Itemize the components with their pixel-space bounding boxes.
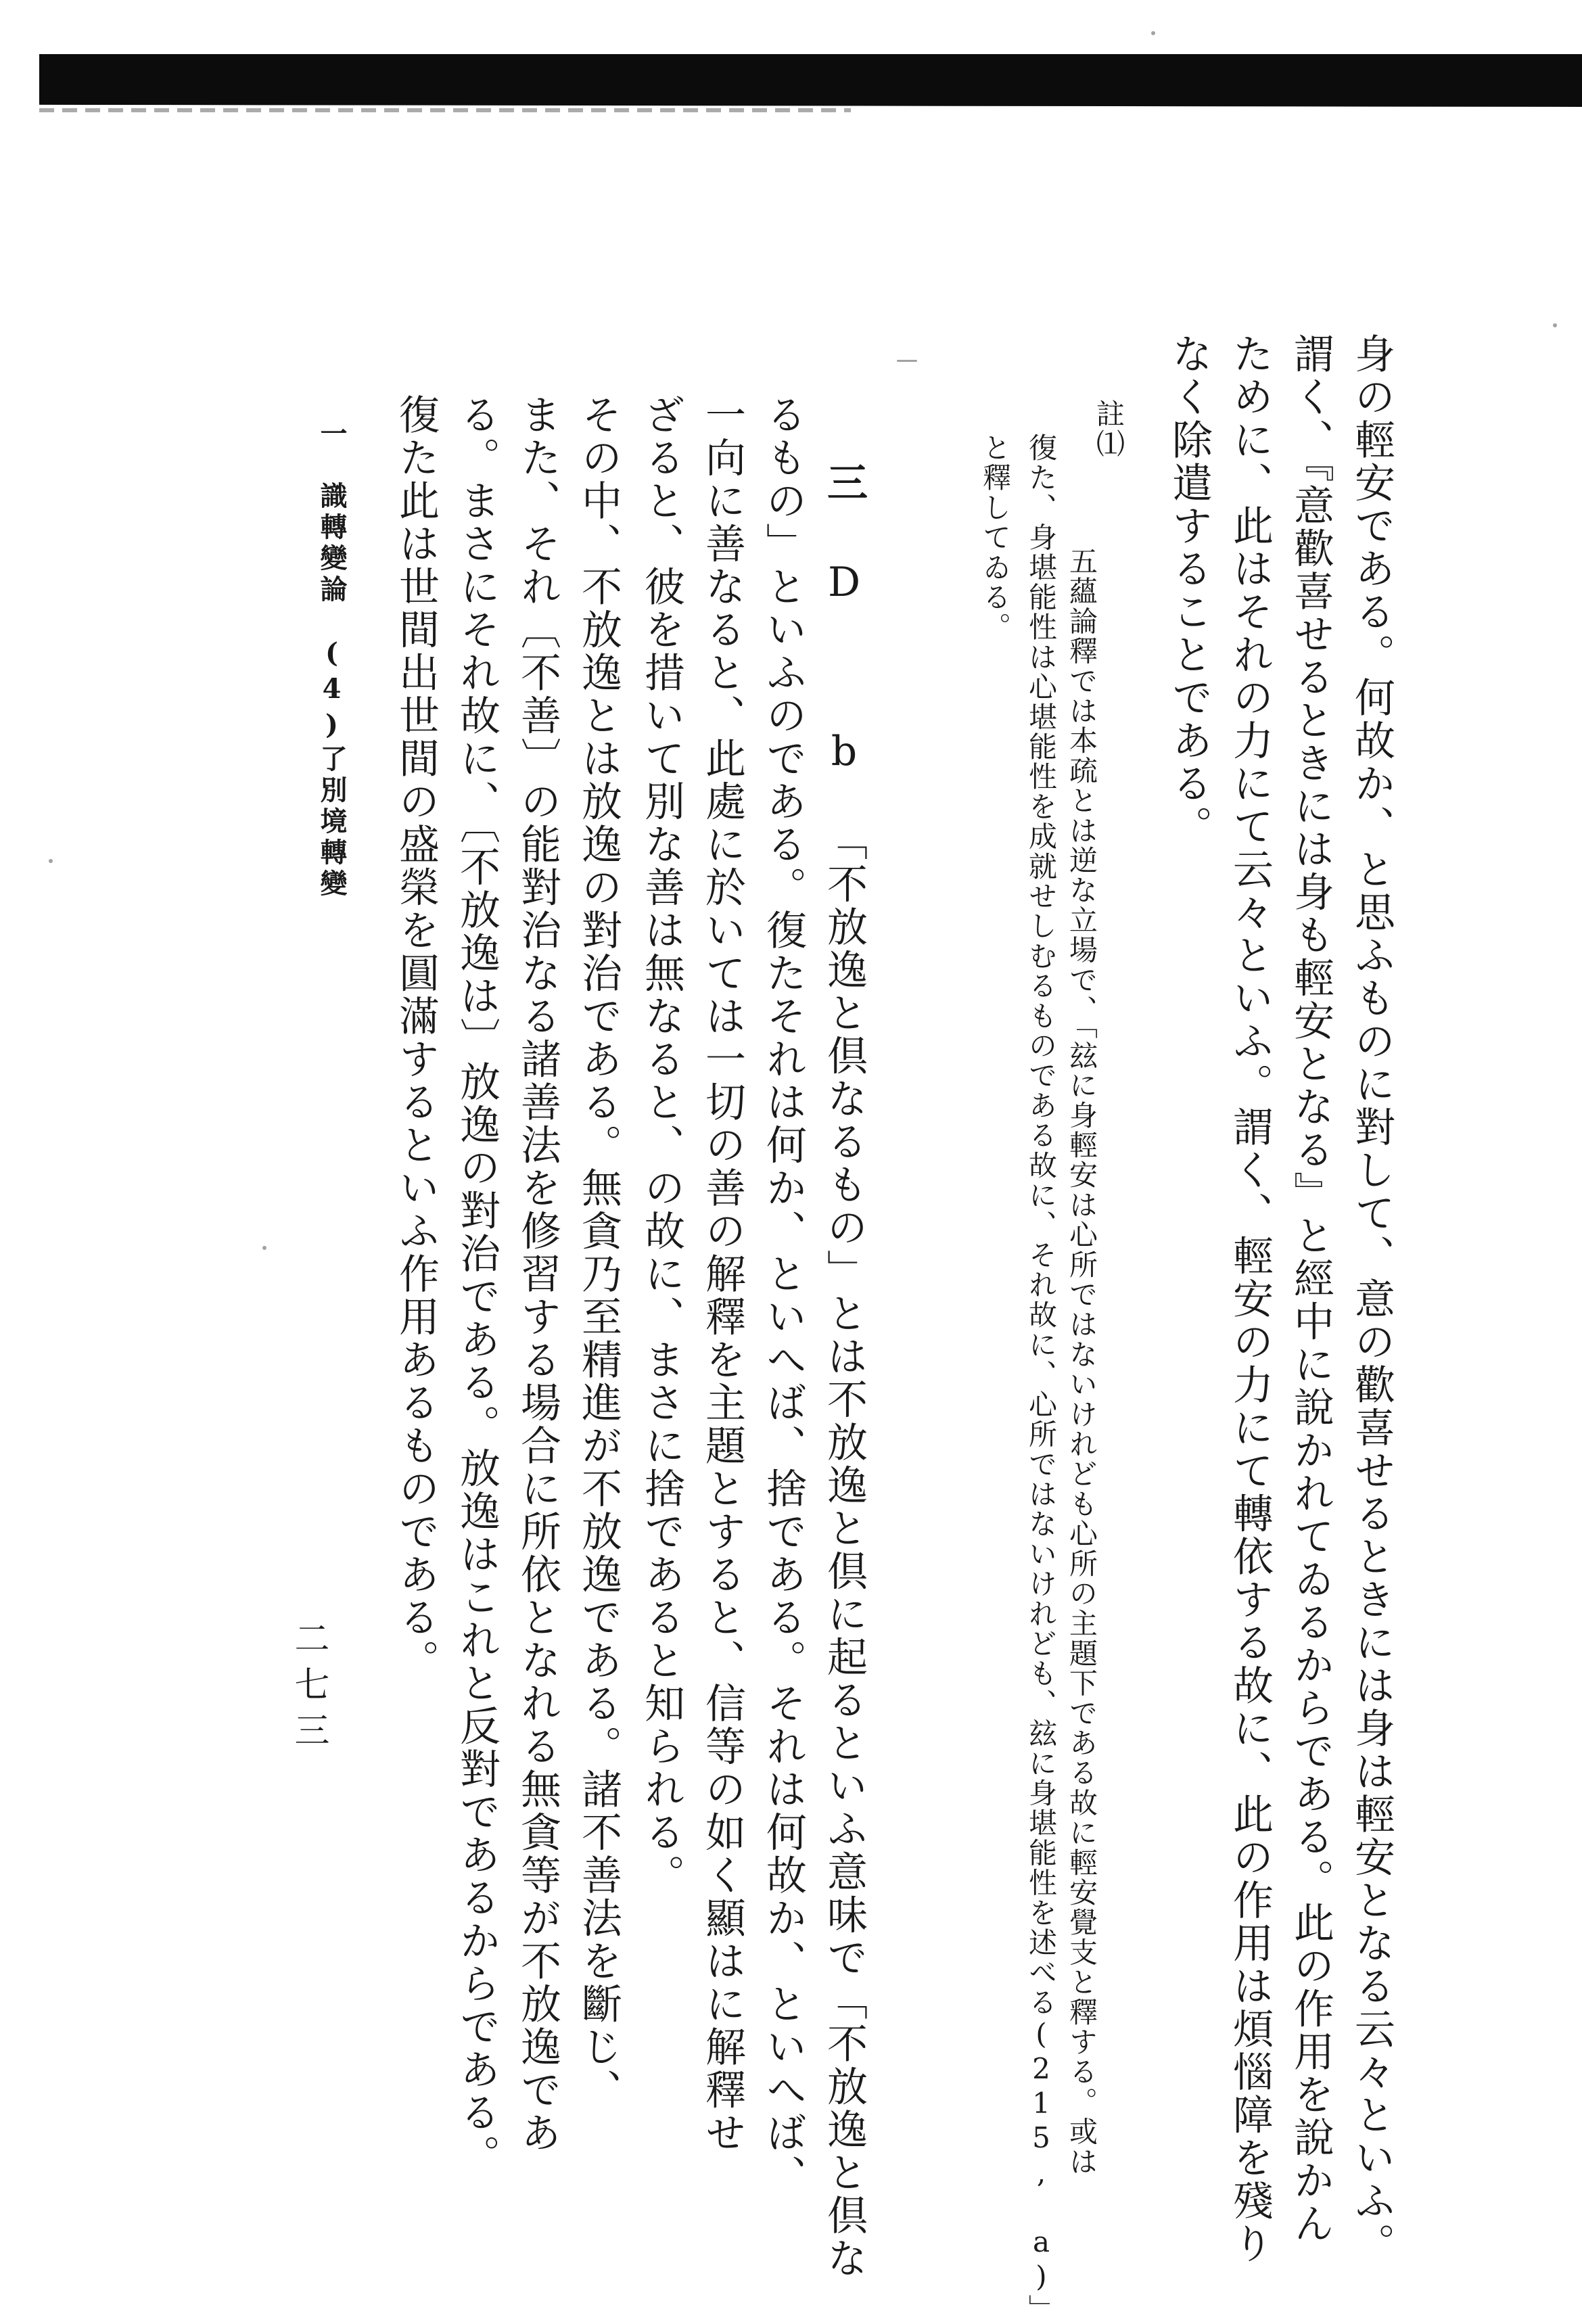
section-first-line: 「不放逸と倶なるもの」とは不放逸と倶に起るといふ意味で「不放逸と倶な [820,820,868,2280]
paragraph-2-line: 一向に善なると、此處に於いては一切の善の解釋を主題とすると、信等の如く顯はに解釋せ [699,394,746,2155]
paragraph-1-line: 謂く、『意歡喜せるときには身も輕安となる』と經中に說かれてゐるからである。此の作用を說かん [1287,333,1334,2246]
paragraph-2-line: るもの」といふのである。復たそれは何か、といへば、捨である。それは何故か、といへば、 [760,394,807,2198]
section-number: 三 [820,461,868,505]
paragraph-1-line: 身の輕安である。何故か、と思ふものに對して、意の歡喜せるときには身は輕安となる云々といふ。 [1348,333,1395,2266]
footnote-line: 復た、身堪能性は心堪能性を成就せしむるものである故に、それ故に、心所ではないけれども、玆に身堪能性を述べる(215, a)」 [1025,433,1058,2324]
scan-speck [262,1246,266,1250]
paragraph-2-line: 復た此は世間出世間の盛榮を圓滿するといふ作用あるものである。 [392,394,440,1682]
scan-top-bar-edge [39,108,851,112]
paragraph-2-line: また、それ〔不善〕の能對治なる諸善法を修習する場合に所依となれる無貪等が不放逸であ [514,394,561,2155]
footnote-line: と釋してゐる。 [979,433,1012,643]
paragraph-2-line: その中、不放逸とは放逸の對治である。無貪乃至精進が不放逸である。諸不善法を斷じ、 [575,394,622,2112]
paragraph-2-line: ざると、彼を措いて別な善は無なると、の故に、まさに捨であると知られる。 [638,394,685,1897]
paragraph-1-line: ために、此はそれの力にて云々といふ。謂く、輕安の力にて轉依する故に、此の作用は煩惱障を殘り [1226,333,1274,2266]
footnote-marker: 註⑴ [1092,399,1125,459]
paragraph-1-line: なく除遣することである。 [1165,333,1213,848]
scan-speck [1553,323,1557,327]
paragraph-2-line: る。まさにそれ故に、〔不放逸は〕放逸の對治である。放逸はこれと反對であるからである。 [453,394,501,2177]
section-label: D b [820,559,868,816]
running-head: 一 識轉變論 (4)了別境轉變 [316,419,348,900]
scan-speck [1151,31,1155,35]
scan-top-bar [39,54,1582,107]
scan-speck [49,859,53,863]
scan-speck [897,360,917,362]
page-number: 二七三 [288,1620,329,1758]
footnote-line: 五蘊論釋では本疏とは逆な立場で、「玆に身輕安は心所ではないけれども心所の主題下である故に輕安覺支と釋する。或は [1065,547,1098,2177]
